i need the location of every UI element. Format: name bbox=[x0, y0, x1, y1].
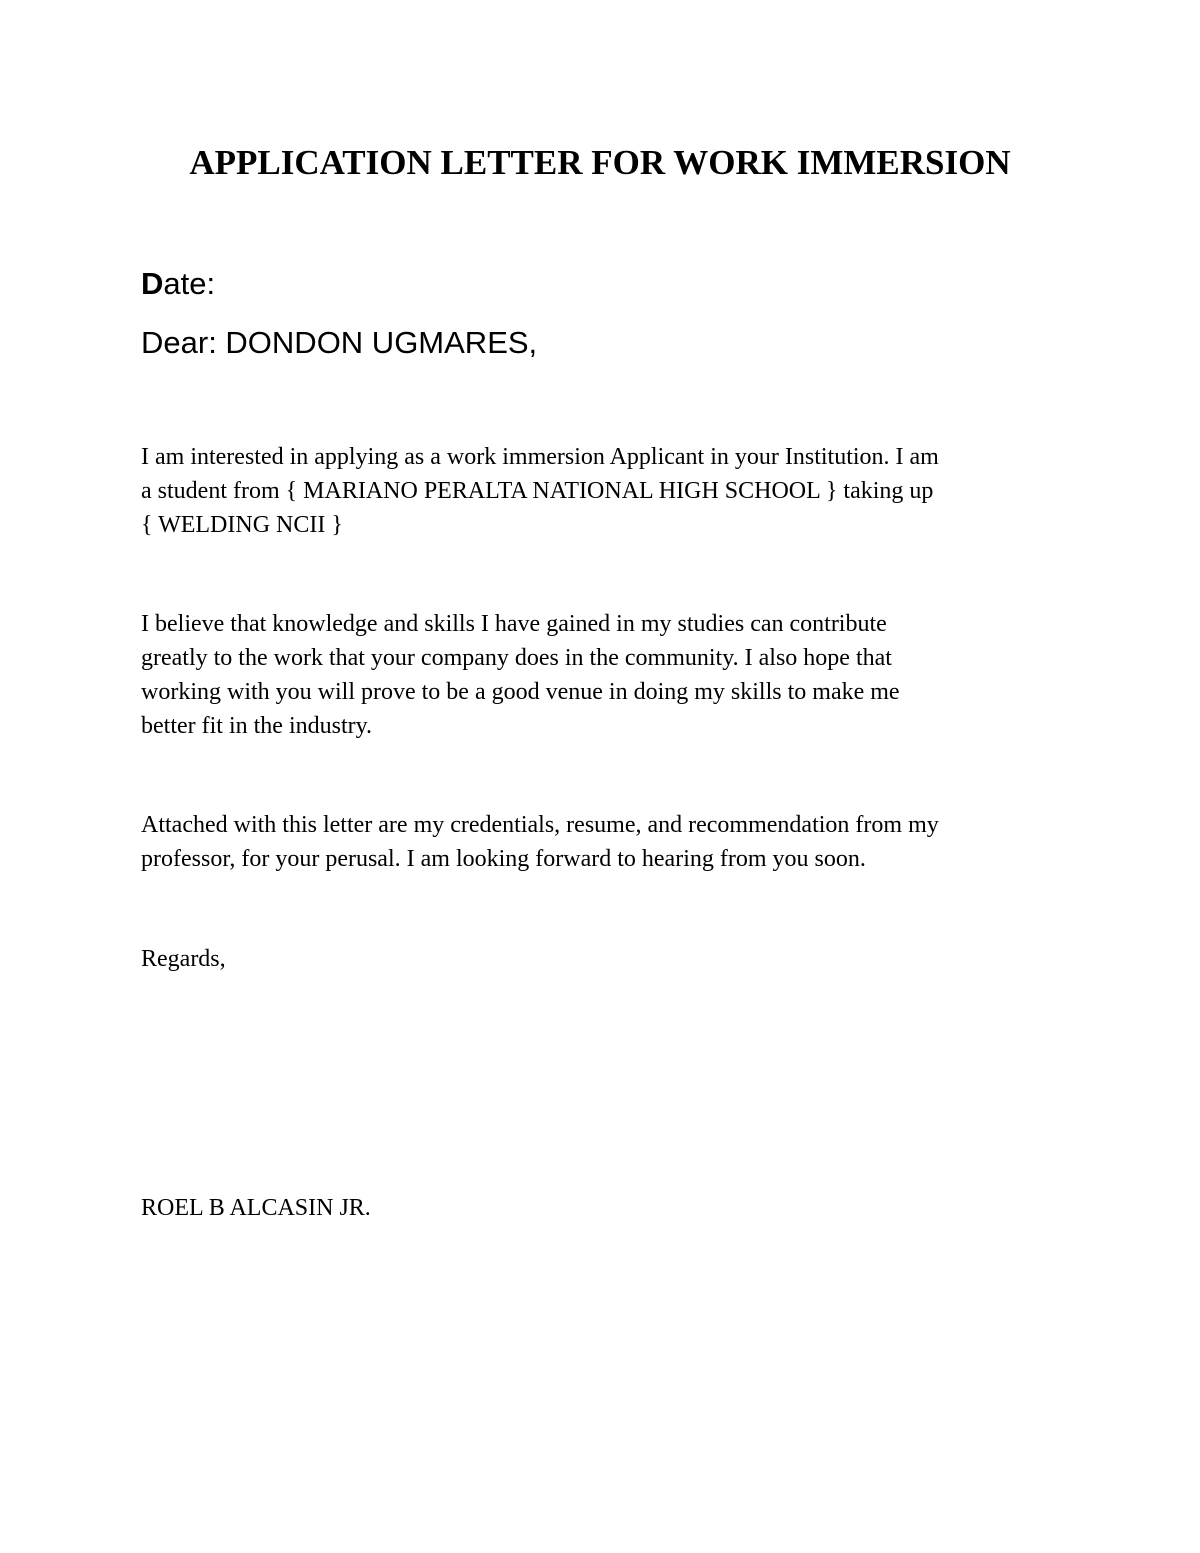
paragraph-line: I believe that knowledge and skills I have gained in my studies can contribute bbox=[141, 611, 887, 637]
paragraph-line: I am interested in applying as a work immersion Applicant in your Institution. I am bbox=[141, 444, 939, 470]
salutation: Dear: DONDON UGMARES, bbox=[141, 325, 538, 360]
paragraph-interest bbox=[141, 440, 1061, 542]
signature-name: ROEL B ALCASIN JR. bbox=[141, 1195, 371, 1221]
date-label-initial: D bbox=[141, 266, 164, 301]
letter-title: APPLICATION LETTER FOR WORK IMMERSION bbox=[189, 143, 1011, 182]
paragraph-attachments bbox=[141, 808, 1061, 876]
date-label-rest: ate: bbox=[163, 266, 216, 301]
closing: Regards, bbox=[141, 946, 226, 972]
date-label bbox=[141, 266, 215, 302]
paragraph-line: better fit in the industry. bbox=[141, 713, 373, 739]
paragraph-line: { WELDING NCII } bbox=[141, 512, 343, 538]
paragraph-line: professor, for your perusal. I am looking forward to hearing from you soon. bbox=[141, 846, 866, 872]
paragraph-line: greatly to the work that your company does in the community. I also hope that bbox=[141, 645, 892, 671]
paragraph-line: a student from { MARIANO PERALTA NATIONAL HIGH SCHOOL } taking up bbox=[141, 478, 934, 504]
paragraph-line: working with you will prove to be a good venue in doing my skills to make me bbox=[141, 679, 900, 705]
paragraph-skills bbox=[141, 607, 1061, 743]
paragraph-line: Attached with this letter are my credentials, resume, and recommendation from my bbox=[141, 812, 939, 838]
